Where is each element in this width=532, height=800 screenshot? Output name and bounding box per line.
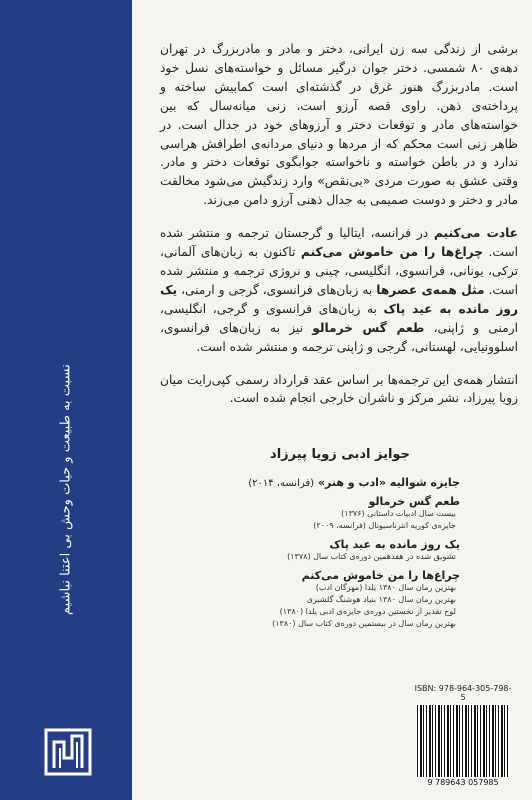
synopsis-paragraph: برشی از زندگی سه زن ایرانی، دختر و مادر و مادربزرگ در تهران دهه‌ی ۸۰ شمسی. دختر جوان درگیر مسائل و خواسته‌های نسل خود است. مادربزرگ هنوز غرق در گذشته‌ای است کمابیش ساخته و پرداخته‌ی ذهن. راوی قصه آرزو است، زنی میانه‌سال که بین خواسته‌های مادر و توقعات دختر و آرزوهای خود در جدال است. در ظاهر زنی است محکم که از مردها و دنیای مردانه‌ی اطرافش هراسی ندارد و در باطن خواسته و ناخواسته جوابگوی توقعات دختر و مادر. وقتی عشق به صورت مردی «بی‌نقص» وارد زندگیش می‌شود مخالفت مادر و دختر و دوست صمیمی به جدال ذهنی آرزو دامن می‌زند. <box>160 42 518 208</box>
back-cover <box>132 0 532 800</box>
blurb <box>160 40 518 422</box>
barcode-icon <box>416 704 510 778</box>
isbn-text: ISBN: 978-964-305-798-5 <box>414 684 512 702</box>
award-detail: لوح تقدیر از نخستین دوره‌ی جایزه‌ی ادبی یلدا (۱۳۸۰) <box>279 607 456 616</box>
award-heading: چراغ‌ها را من خاموش می‌کنم <box>301 569 460 582</box>
barcode-block <box>414 684 512 787</box>
copyright-paragraph: انتشار همه‌ی این ترجمه‌ها بر اساس عقد قرارداد رسمی کپی‌رایت میان زویا پیرزاد، نشر مرکز و ناشران خارجی انجام شده است. <box>160 372 518 406</box>
award-detail: بیست سال ادبیات داستانی (۱۳۷۶) <box>341 509 456 518</box>
award-detail: بهترین رمان سال در بیستمین دوره‌ی کتاب سال (۱۳۸۰) <box>272 619 456 628</box>
publisher-logo-icon <box>44 728 92 776</box>
award-heading: جایزه شوالیه «ادب و هنر» (فرانسه، ۲۰۱۴) <box>248 476 460 489</box>
award-detail: جایزه‌ی کوریه انترناسیونال (فرانسه، ۲۰۰۹) <box>313 521 456 530</box>
awards-title: جوایز ادبی زویا پیرزاد <box>270 447 410 462</box>
award-detail: تشویق شده در هفدهمین دوره‌ی کتاب سال (۱۳۷۸) <box>287 552 456 561</box>
translations-paragraph: عادت می‌کنیم در فرانسه، ایتالیا و گرجستان ترجمه و منتشر شده است. چراغ‌ها را من خاموش می‌کنم تاکنون به زبان‌های آلمانی، ترکی، یونانی، فرانسوی، انگلیسی، چینی و نروژی ترجمه و منتشر شده است. مثل همه‌ی عصرها به زبان‌های فرانسوی، گرجی و ارمنی، یک روز مانده به عید پاک به زبان‌های فرانسوی و گرجی، انگلیسی، ارمنی و ژاپنی، طعم گس خرمالو نیز به زبان‌های فرانسوی، اسلوونیایی، لهستانی، گرجی و ژاپنی ترجمه و منتشر شده است. <box>160 226 519 354</box>
award-heading: طعم گس خرمالو <box>368 495 460 508</box>
award-detail: بهترین رمان سال ۱۳۸۰ بنیاد هوشنگ گلشیری <box>306 595 456 604</box>
spine-slogan: نسبت به طبیعت و حیات وحش بی اعتنا نباشیم <box>58 364 74 616</box>
spine-panel <box>0 0 132 800</box>
award-detail: بهترین رمان سال ۱۳۸۰ یلدا (مهرگان ادب) <box>315 583 456 592</box>
awards-section <box>220 447 460 630</box>
barcode-number: 9 789643 057985 <box>427 778 499 787</box>
award-heading: یک روز مانده به عید پاک <box>329 538 460 551</box>
